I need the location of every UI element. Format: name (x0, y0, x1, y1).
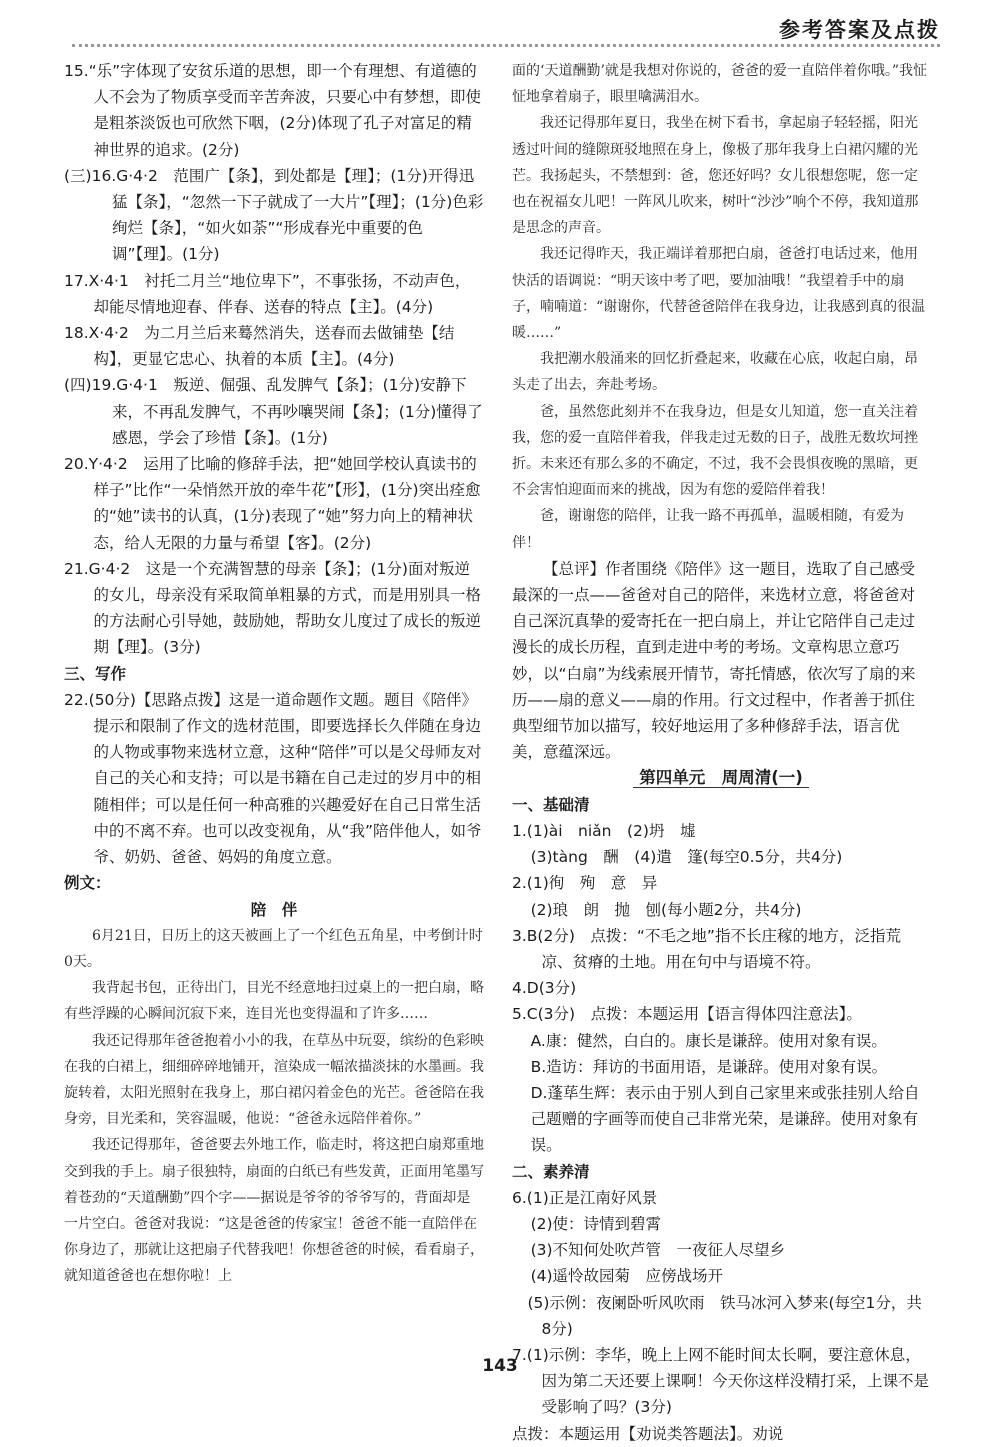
left-column-paragraph: 22.(50分)【思路点拨】这是一道命题作文题。题目《陪伴》提示和限制了作文的选材范围，即要选择长久伴随在身边的人物或事物来选材立意，这种“陪伴”可以是父母师友对自己的关心和支持；可以是书籍在自己走过的岁月中的相随相伴；可以是任何一种高雅的兴趣爱好在自己日常生活中的不离不弃。也可以改变视角，从“我”陪伴他人，如爷爷、奶奶、爸爸、妈妈的角度立意。 (64, 690, 482, 867)
right-column-paragraph: (2)琅 朗 抛 刨(每小题2分，共4分) (530, 900, 802, 919)
page-number: 143 (482, 1356, 518, 1376)
left-column-paragraph: 三、写作 (64, 664, 127, 683)
right-column (512, 58, 930, 1447)
right-column-paragraph: 7.(1)示例：李华，晚上上网不能时间太长啊，要注意休息，因为第二天还要上课啊！今天你这样没精打采，上课不是受影响了吗？(3分) (512, 1345, 929, 1417)
left-column-paragraph: 我还记得那年爸爸抱着小小的我，在草丛中玩耍，缤纷的色彩映在我的白裙上，细细碎碎地铺开，渲染成一幅浓描淡抹的水墨画。我旋转着，太阳光照射在我身上，那白裙闪着金色的光芒。爸爸陪在我身旁，目光柔和，笑容温暖，他说：“爸爸永远陪伴着你。” (64, 1032, 484, 1128)
right-column-paragraph: A.康：健然，白白的。康长是谦辞。使用对象有误。 (530, 1031, 887, 1050)
right-column-paragraph: D.蓬荜生辉：表示由于别人到自己家里来或张挂别人给自己题赠的字画等而使自己非常光荣，是谦辞。使用对象有误。 (530, 1083, 920, 1155)
right-column-paragraph: 我还记得那年夏日，我坐在树下看书，拿起扇子轻轻摇，阳光透过叶间的缝隙斑驳地照在身上，像极了那年我身上白裙闪耀的光芒。我扬起头，不禁想到：爸，您还好吗？女儿很想您呢，您一定也在祝福女儿吧！一阵风儿吹来，树叶“沙沙”响个不停，我知道那是思念的声音。 (512, 115, 919, 237)
right-column-paragraph: (4)遥怜故园菊 应傍战场开 (530, 1267, 724, 1286)
left-column-paragraph: 陪 伴 (250, 900, 298, 919)
right-column-paragraph (512, 765, 930, 791)
right-column-paragraph: 我把潮水般涌来的回忆折叠起来，收藏在心底，收起白扇，昂头走了出去，奔赴考场。 (512, 351, 918, 394)
right-column-paragraph: 6.(1)正是江南好风景 (512, 1188, 658, 1207)
right-column-paragraph: (3)tàng 酬 (4)遣 篷(每空0.5分，共4分) (530, 848, 843, 867)
right-column-paragraph: 点拨：本题运用【劝说类答题法】。劝说 (512, 1424, 784, 1443)
left-column-paragraph: (三)16.G·4·2 范围广【条】，到处都是【理】；(1分)开得迅猛【条】，“忽然一下子就成了一大片”【理】；(1分)色彩绚烂【条】，“如火如荼”“形成春光中重要的色调”【理】。(1分) (64, 166, 484, 264)
right-column-paragraph: 1.(1)ài niǎn (2)坍 墟 (512, 821, 696, 840)
right-column-paragraph: 爸，虽然您此刻并不在我身边，但是女儿知道，您一直关注着我，您的爱一直陪伴着我，伴我走过无数的日子，战胜无数坎坷挫折。未来还有那么多的不确定，不过，我不会畏惧夜晚的黑暗，更不会害怕迎面而来的挑战，因为有您的爱陪伴着我！ (512, 403, 918, 499)
header-divider (72, 44, 940, 47)
left-column-paragraph: 20.Y·4·2 运用了比喻的修辞手法，把“她回学校认真读书的样子”比作“一朵悄然开放的牵牛花”【形】，(1分)突出痊愈的“她”读书的认真，(1分)表现了“她”努力向上的精神状态，给人无限的力量与希望【客】。(2分) (64, 455, 481, 552)
left-column-paragraph: 18.X·4·2 为二月兰后来蓦然消失，送春而去做铺垫【结构】，更显它忠心、执着的本质【主】。(4分) (64, 324, 455, 369)
right-column-paragraph: 爸，谢谢您的陪伴，让我一路不再孤单，温暖相随，有爱为伴！ (512, 508, 904, 551)
left-column-paragraph: 我背起书包，正待出门，目光不经意地扫过桌上的一把白扇，略有些浮躁的心瞬间沉寂下来，连目光也变得温和了许多…… (64, 980, 484, 1023)
right-column-paragraph: 二、素养清 (512, 1162, 590, 1181)
left-column-paragraph: 6月21日，日历上的这天被画上了一个红色五角星，中考倒计时0天。 (64, 927, 483, 970)
left-column (64, 58, 484, 1290)
right-column-paragraph: 2.(1)徇 殉 意 异 (512, 874, 658, 893)
header-title: 参考答案及点拨 (779, 18, 940, 42)
left-column-paragraph: 例文： (64, 874, 111, 893)
left-column-paragraph: 17.X·4·1 衬托二月兰“地位卑下”，不事张扬，不动声色，却能尽情地迎春、伴春、送春的特点【主】。(4分) (64, 271, 471, 316)
left-column-paragraph: (四)19.G·4·1 叛逆、倔强、乱发脾气【条】；(1分)安静下来，不再乱发脾气，不再吵嚷哭闹【条】；(1分)懂得了感恩，学会了珍惜【条】。(1分) (64, 376, 483, 447)
right-column-paragraph: (2)使：诗情到碧霄 (530, 1214, 662, 1233)
right-column-paragraph: 【总评】作者围绕《陪伴》这一题目，选取了自己感受最深的一点——爸爸对自己的陪伴，来选材立意，将爸爸对自己深沉真挚的爱寄托在一把白扇上，并让它陪伴自己走过漫长的成长历程，直到走进中考的考场。文章构思立意巧妙，以“白扇”为线索展开情节，寄托情感，依次写了扇的来历——扇的意义——扇的作用。行文过程中，作者善于抓住典型细节加以描写，较好地运用了多种修辞手法，语言优美，意蕴深远。 (512, 559, 916, 762)
left-column-paragraph: 15.“乐”字体现了安贫乐道的思想，即一个有理想、有道德的人不会为了物质享受而辛苦奔波，只要心中有梦想，即使是粗茶淡饭也可欣然下咽，(2分)体现了孔子对富足的精神世界的追求。(2分) (64, 62, 481, 159)
left-column-paragraph: 我还记得那年，爸爸要去外地工作，临走时，将这把白扇郑重地交到我的手上。扇子很独特，扇面的白纸已有些发黄，正面用笔墨写着苍劲的“天道酬勤”四个字——据说是爷爷的爷爷写的，背面却是一片空白。爸爸对我说：“这是爸爸的传家宝！爸爸不能一直陪伴在你身边了，那就让这把扇子代替我吧！你想爸爸的时候，看看扇子，就知道爸爸也在想你啦！上 (64, 1137, 484, 1285)
right-column-paragraph: 3.B(2分) 点拨：“不毛之地”指不长庄稼的地方，泛指荒凉、贫瘠的土地。用在句中与语境不符。 (512, 926, 901, 971)
right-column-paragraph: (5)示例：夜阑卧听风吹雨 铁马冰河入梦来(每空1分，共8分) (512, 1293, 922, 1338)
right-column-paragraph: (3)不知何处吹芦管 一夜征人尽望乡 (530, 1241, 786, 1260)
right-column-paragraph: 一、基础清 (512, 795, 590, 814)
right-column-paragraph: B.造访：拜访的书面用语，是谦辞。使用对象有误。 (530, 1057, 888, 1076)
right-column-paragraph: 面的‘天道酬勤’就是我想对你说的，爸爸的爱一直陪伴着你哦。”我怔怔地拿着扇子，眼里噙满泪水。 (512, 63, 928, 106)
right-column-paragraph: 我还记得昨天，我正端详着那把白扇，爸爸打电话过来，他用快活的语调说：“明天该中考了吧，要加油哦！”我望着手中的扇子，喃喃道：“谢谢你，代替爸爸陪伴在我身边，让我感到真的很温暖……” (512, 246, 926, 342)
right-column-paragraph: 5.C(3分) 点拨：本题运用【语言得体四注意法】。 (512, 1005, 862, 1024)
unit-title-text: 第四单元 周周清(一) (633, 768, 809, 788)
right-column-paragraph: 4.D(3分) (512, 979, 577, 998)
left-column-paragraph: 21.G·4·2 这是一个充满智慧的母亲【条】；(1分)面对叛逆的女儿，母亲没有采取简单粗暴的方式，而是用别具一格的方法耐心引导她，鼓励她，帮助女儿度过了成长的叛逆期【理】。(3分) (64, 559, 481, 657)
